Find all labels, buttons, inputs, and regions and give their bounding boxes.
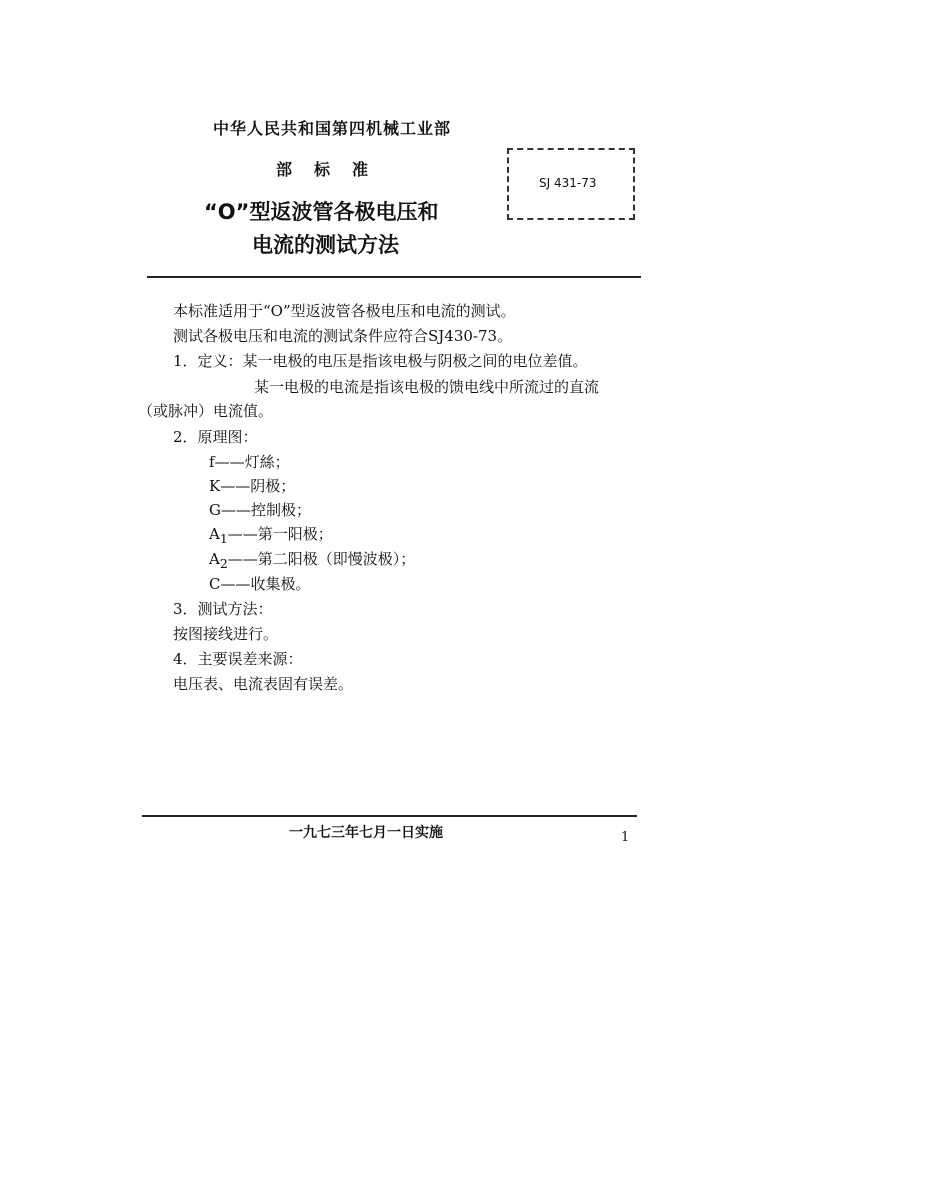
error-heading: 4．主要误差来源：	[173, 650, 303, 668]
legend-desc: ——收集极。	[220, 575, 311, 593]
legend-symbol: A	[209, 550, 220, 568]
legend-symbol: A	[209, 525, 220, 543]
footer-divider	[142, 815, 637, 817]
kind-char-3: 准	[352, 160, 369, 179]
method-heading: 3．测试方法：	[173, 600, 273, 618]
error-text: 电压表、电流表固有误差。	[173, 675, 354, 693]
definition-voltage: 1．定义：某一电极的电压是指该电极与阴极之间的电位差值。	[173, 352, 588, 370]
effective-date: 一九七三年七月一日实施	[289, 825, 443, 841]
legend-desc: ——灯絲；	[214, 453, 290, 471]
legend-desc: ——控制极；	[220, 501, 311, 519]
document-title-line-2: 电流的测试方法	[252, 233, 399, 257]
ministry-heading: 中华人民共和国第四机械工业部	[213, 119, 452, 138]
kind-char-2: 标	[314, 160, 331, 179]
legend-desc: ——第二阳极（即慢波极）；	[227, 550, 416, 568]
legend-item	[209, 499, 311, 520]
legend-symbol: C	[209, 575, 221, 593]
legend-symbol: K	[209, 477, 221, 495]
legend-subscript: 2	[219, 556, 228, 571]
standard-code: SJ 431-73	[539, 176, 597, 190]
header-divider	[147, 276, 641, 278]
page-number: 1	[621, 830, 630, 845]
legend-item	[209, 451, 290, 472]
legend-desc: ——阴极；	[220, 477, 296, 495]
method-text: 按图接线进行。	[173, 625, 279, 643]
legend-item	[209, 523, 333, 546]
legend-item	[209, 573, 311, 594]
legend-item	[209, 475, 295, 496]
diagram-heading: 2．原理图：	[173, 428, 258, 446]
scope-paragraph: 本标准适用于“O”型返波管各极电压和电流的测试。	[173, 302, 516, 320]
legend-item	[209, 548, 415, 571]
legend-symbol: f	[209, 453, 215, 471]
standard-code-box	[507, 148, 635, 220]
conditions-paragraph: 测试各极电压和电流的测试条件应符合SJ430-73。	[173, 327, 513, 345]
document-title-line-1: “O”型返波管各极电压和	[204, 200, 439, 224]
legend-desc: ——第一阳极；	[227, 525, 333, 543]
definition-current-line-1: 某一电极的电流是指该电极的馈电线中所流过的直流	[254, 378, 600, 396]
standard-kind	[276, 157, 368, 180]
legend-symbol: G	[209, 501, 221, 519]
legend-subscript: 1	[219, 531, 228, 546]
definition-current-line-2: （或脉冲）电流值。	[138, 402, 274, 420]
kind-char-1: 部	[276, 160, 293, 179]
